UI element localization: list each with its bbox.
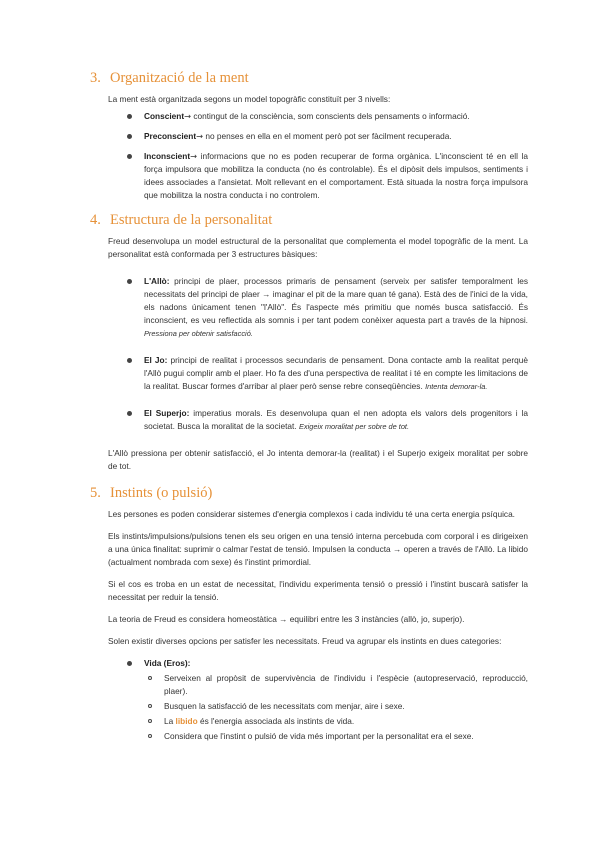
paragraph: La teoria de Freud es considera homeostàtica → equilibri entre les 3 instàncies (allò, jo, superjo). — [108, 614, 465, 624]
highlighted-term: libido — [175, 716, 198, 726]
list-item — [108, 657, 528, 670]
section-3-heading — [90, 70, 528, 87]
note: Exigeix moralitat per sobre de tot. — [298, 422, 410, 431]
definition: imperatius morals. Es desenvolupa quan el nen adopta els valors dels progenitors i la societat. Busca la moralitat de la societat. — [144, 408, 528, 431]
definition: no penses en ella en el moment però pot ser fàcilment recuperada. — [203, 131, 452, 141]
term: El Jo: — [144, 355, 168, 365]
paragraph: Les persones es poden considerar sistemes d'energia complexos i cada individu té una certa energia psíquica. — [108, 509, 515, 519]
definition: contingut de la consciència, som conscients dels pensaments o informació. — [191, 111, 470, 121]
section-4-summary: L'Allò pressiona per obtenir satisfacció, el Jo intenta demorar-la (realitat) i el Superjo exigeix moralitat per sobre de tot. — [108, 448, 528, 471]
sub-list-item: Busquen la satisfacció de les necessitats com menjar, aire i sexe. — [108, 700, 528, 713]
section-4-heading — [90, 212, 528, 229]
definition: informacions que no es poden recuperar de forma orgànica. L'inconscient té en ell la força impulsora que mobilitza la conducta (no és controlable). És el dipòsit dels impulsos, sentiments i idees associades a l'ansietat. Molt rellevant en el comportament. Està situada la nostra força impulsora que mobilitza la nostra conducta i no controlem. — [144, 151, 528, 200]
list-item — [108, 110, 528, 123]
sub-list-item: Considera que l'instint o pulsió de vida més important per la personalitat era el sexe. — [108, 730, 528, 743]
sub-list-item — [108, 715, 528, 728]
text: és l'energia associada als instints de vida. — [197, 716, 355, 726]
section-number: 3. — [90, 70, 101, 86]
section-number: 5. — [90, 485, 101, 501]
arrow-glyph: → — [184, 111, 192, 121]
text: La — [164, 716, 176, 726]
term: Conscient — [144, 111, 185, 121]
page-content — [90, 70, 529, 745]
sub-list-item: Serveixen al propòsit de supervivència de l'individu i l'espècie (autopreservació, reproducció, plaer). — [108, 672, 528, 698]
section-5-heading — [90, 485, 528, 502]
list-item — [108, 130, 528, 143]
term: Preconscient — [144, 131, 197, 141]
arrow-glyph: → — [190, 151, 198, 161]
section-title: Organització de la ment — [110, 70, 249, 86]
paragraph: Solen existir diverses opcions per satisfer les necessitats. Freud va agrupar els instints en dues categories: — [108, 636, 502, 646]
note: Intenta demorar-la. — [425, 382, 488, 391]
paragraph: Si el cos es troba en un estat de necessitat, l'individu experimenta tensió o pressió i l'instint buscarà satisfer la necessitat per reduir la tensió. — [108, 579, 528, 602]
section-3-intro: La ment està organitzada segons un model topogràfic constituït per 3 nivells: — [108, 94, 391, 104]
list-item — [108, 275, 528, 340]
section-number: 4. — [90, 212, 101, 228]
section-title: Instints (o pulsió) — [110, 485, 213, 501]
definition: principi de plaer, processos primaris de pensament (serveix per satisfer temporalment les necessitats del principi de plaer → imaginar el pit de la mare quan té gana). Està des de l'inici de la vida, els nadons únicament tenen "l'Allò". És l'aspecte més primitiu que només busca satisfacció. És inconscient, es veu reflectida als somnis i per tant podem conèixer aquesta part a través de la hipnosi. — [144, 276, 528, 325]
definition: principi de realitat i processos secundaris de pensament. Dona contacte amb la realitat perquè l'Allò pugui complir amb el plaer. Ho fa des d'una perspectiva de realitat i té en compte les limitacions de la realitat. Buscar formes d'arribar al plaer però sense rebre conseqüències. — [144, 355, 529, 391]
paragraph: Els instints/impulsions/pulsions tenen els seu origen en una tensió interna percebuda com corporal i es dirigeixen a una única finalitat: suprimir o calmar l'estat de tensió. Impulsen la conducta → operen a través de l'Allò. La libido (actualment nombrada com sexe) és l'instint primordial. — [108, 531, 528, 567]
personality-structures-list — [108, 275, 528, 433]
arrow-glyph: → — [196, 131, 204, 141]
instincts-list — [108, 657, 528, 743]
section-title: Estructura de la personalitat — [110, 212, 273, 228]
section-4-intro: Freud desenvolupa un model estructural de la personalitat que complementa el model topogràfic de la ment. La personalitat està conformada per 3 estructures bàsiques: — [108, 236, 528, 259]
term: Inconscient — [144, 151, 191, 161]
term: Vida (Eros): — [144, 658, 191, 668]
term: L'Allò: — [144, 276, 170, 286]
note: Pressiona per obtenir satisfacció. — [144, 329, 253, 338]
list-item — [108, 407, 528, 433]
list-item — [108, 354, 528, 393]
term: El Superjo: — [144, 408, 190, 418]
mind-levels-list — [108, 110, 528, 202]
list-item — [108, 150, 528, 202]
